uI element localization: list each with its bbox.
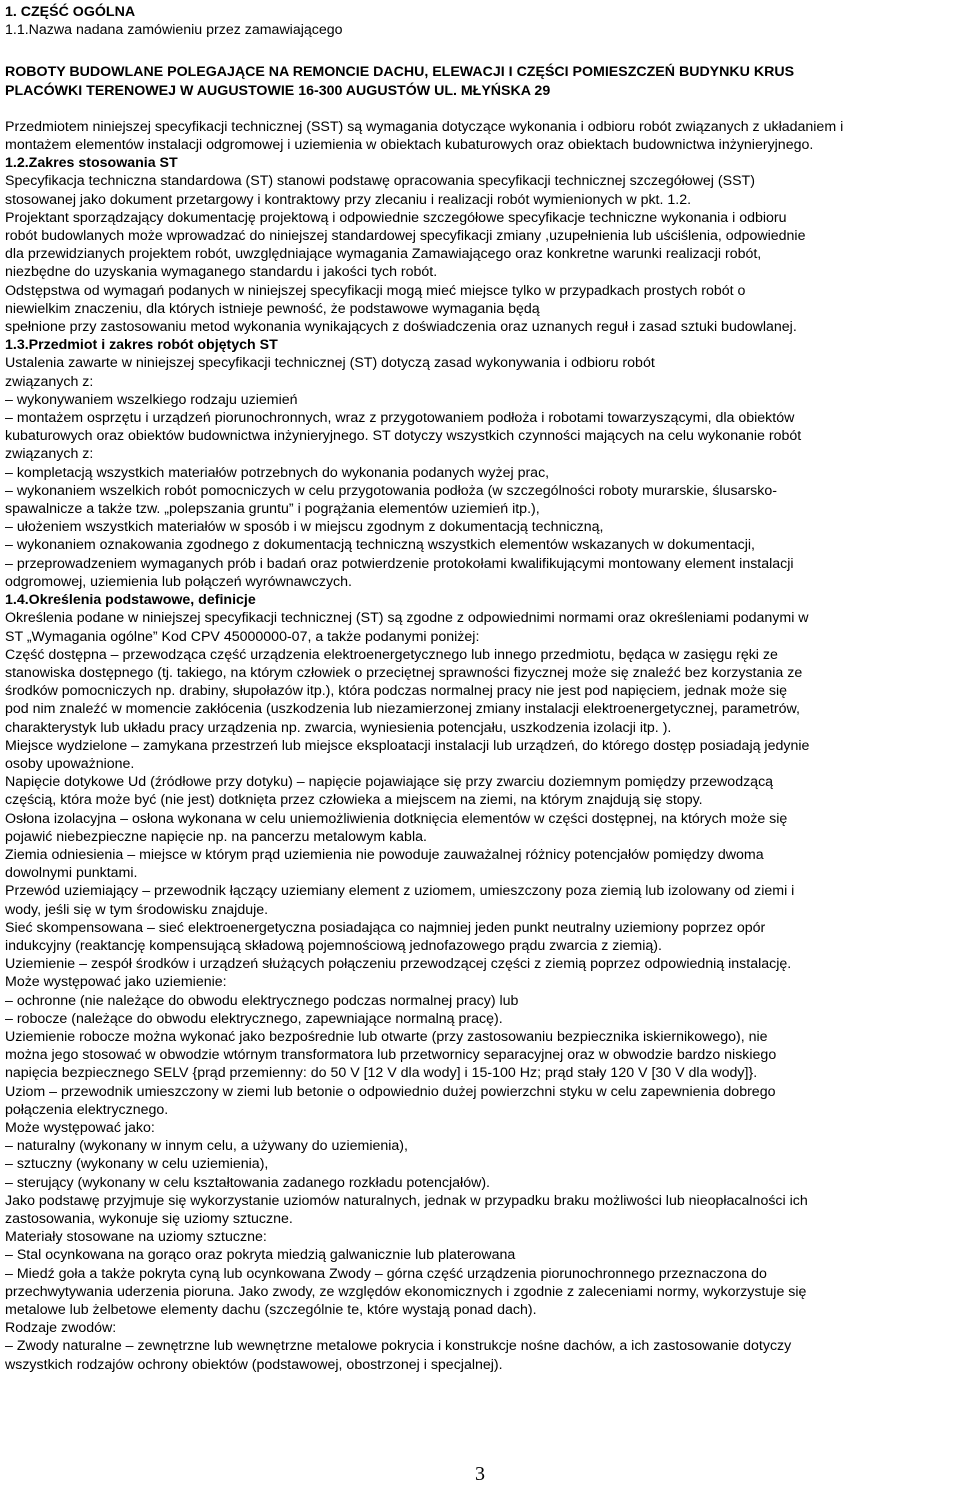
definition-line: zastosowania, wykonuje się uziomy sztuczne. bbox=[5, 1211, 293, 1227]
definition-line: można jego stosować w obwodzie wtórnym transformatora lub przetwornicy separacyjnej oraz w obwodzie bardzo niskiego bbox=[5, 1047, 777, 1064]
definition-line: indukcyjny (reaktancję kompensującą składową pojemnościową jednofazowego prądu zwarcia z ziemią). bbox=[5, 937, 662, 954]
contract-title-line-2: PLACÓWKI TERENOWEJ W AUGUSTOWIE 16-300 AUGUSTÓW UL. MŁYŃSKA 29 bbox=[5, 82, 551, 99]
list-item: – wykonywaniem wszelkiego rodzaju uziemień bbox=[5, 391, 298, 408]
list-item: – kompletacją wszystkich materiałów potrzebnych do wykonania podanych wyżej prac, bbox=[5, 464, 550, 481]
definition-line: wody, jeśli się w tym środowisku znajduje. bbox=[5, 901, 269, 918]
paragraph-line: montażem elementów instalacji odgromowej i uziemienia w obiektach kubaturowych oraz obiektach budownictwa inżynieryjnego. bbox=[5, 137, 814, 154]
paragraph-line: spełnione przy zastosowaniu metod wykonania wynikających z doświadczenia oraz uznanych reguł i zasad sztuki budowlanej. bbox=[5, 319, 797, 336]
list-item: – montażem osprzętu i urządzeń piorunochronnych, wraz z przygotowaniem podłoża i robotami towarzyszącymi, dla obiektów bbox=[5, 410, 795, 427]
section-heading-1-3: 1.3.Przedmiot i zakres robót objętych ST bbox=[5, 337, 278, 354]
list-item: – przeprowadzeniem wymaganych prób i badań oraz potwierdzenie protokołami kwalifikującymi montowany element instalacji bbox=[5, 555, 794, 572]
list-item: – naturalny (wykonany w innym celu, a używany do uziemienia), bbox=[5, 1138, 408, 1155]
definition-line: Rodzaje zwodów: bbox=[5, 1320, 117, 1337]
section-heading-1-1: 1.1.Nazwa nadana zamówieniu przez zamawiającego bbox=[5, 22, 343, 39]
definition-line: Ziemia odniesienia – miejsce w którym prąd uziemienia nie powoduje zauważalnej różnicy potencjałów pomiędzy dwoma bbox=[5, 846, 764, 863]
spacer bbox=[5, 39, 953, 63]
definition-line: Część dostępna – przewodząca część urządzenia elektroenergetycznego lub innego przedmiotu, będąca w zasięgu ręki ze bbox=[5, 646, 778, 663]
list-item: – Miedź goła a także pokryta cyną lub ocynkowana Zwody – górna część urządzenia piorunochronnego przeznaczona do bbox=[5, 1265, 767, 1282]
paragraph-line: Projektant sporządzający dokumentację projektową i odpowiednie szczegółowe specyfikacje techniczne wykonania i odbioru bbox=[5, 209, 787, 226]
list-item: – sztuczny (wykonany w celu uziemienia), bbox=[5, 1156, 269, 1173]
paragraph-line: stosowanej jako dokument przetargowy i kontraktowy przy zlecaniu i realizacji robót wymienionych w pkt. 1.2. bbox=[5, 191, 692, 208]
section-heading-1-2: 1.2.Zakres stosowania ST bbox=[5, 155, 178, 172]
definition-line: Napięcie dotykowe Ud (źródłowe przy dotyku) – napięcie pojawiające się przy zwarciu doziemnym pomiędzy przewodzącą bbox=[5, 774, 774, 791]
list-item: – ułożeniem wszystkich materiałów w sposób i w miejscu zgodnym z dokumentacją techniczną, bbox=[5, 519, 604, 536]
spacer bbox=[5, 100, 953, 118]
list-item: – wykonaniem oznakowania zgodnego z dokumentacją techniczną wszystkich elementów wskazanych w dokumentacji, bbox=[5, 537, 755, 554]
section-heading-1-4: 1.4.Określenia podstawowe, definicje bbox=[5, 592, 256, 609]
list-item: – robocze (należące do obwodu elektrycznego, zapewniające normalną pracę). bbox=[5, 1010, 503, 1027]
page-number: 3 bbox=[475, 1463, 485, 1485]
definition-line: Materiały stosowane na uziomy sztuczne: bbox=[5, 1229, 267, 1246]
paragraph-line: niewielkim znaczeniu, dla których istnieje pewność, że podstawowe wymagania będą bbox=[5, 300, 540, 317]
definition-line: pod nim znaleźć w momencie zakłócenia (uszkodzenia lub niezamierzonej zmiany instalacji elektroenergetycznej, parametrów, bbox=[5, 701, 800, 718]
list-item: – Zwody naturalne – zewnętrzne lub wewnętrzne metalowe pokrycia i konstrukcje nośne dachów, a ich zastosowanie dotyczy bbox=[5, 1338, 792, 1355]
definition-line: Przewód uziemiający – przewodnik łączący uziemiany element z uziomem, umieszczony poza ziemią lub izolowany od ziemi i bbox=[5, 883, 795, 900]
document-body bbox=[5, 3, 953, 1374]
definition-line: Jako podstawę przyjmuje się wykorzystanie uziomów naturalnych, jednak w przypadku braku możliwości lub nieopłacalności ich bbox=[5, 1192, 808, 1209]
paragraph-line: niezbędne do uzyskania wymaganego standardu i jakości tych robót. bbox=[5, 264, 438, 281]
definition-line: Uziemienie – zespół środków i urządzeń służących połączeniu przewodzącej części z ziemią poprzez odpowiednią instalację. bbox=[5, 956, 792, 973]
definition-line: charakterystyk lub układu pracy urządzenia np. zwarcia, wyniesienia potencjału, uszkodzenia izolacji itp. ). bbox=[5, 719, 672, 736]
paragraph-line: Odstępstwa od wymagań podanych w niniejszej specyfikacji mogą mieć miejsce tylko w przypadkach prostych robót o bbox=[5, 282, 746, 299]
definition-line: osoby upoważnione. bbox=[5, 755, 135, 772]
contract-title-line-1: ROBOTY BUDOWLANE POLEGAJĄCE NA REMONCIE DACHU, ELEWACJI I CZĘŚCI POMIESZCZEŃ BUDYNKU KRUS bbox=[5, 64, 795, 81]
paragraph-line: Specyfikacja techniczna standardowa (ST) stanowi podstawę opracowania specyfikacji technicznej szczegółowej (SST) bbox=[5, 173, 755, 190]
definition-line: Sieć skompensowana – sieć elektroenergetyczna posiadająca co najmniej jeden punkt neutralny uziemiony poprzez opór bbox=[5, 919, 766, 936]
paragraph-line: odgromowej, uziemienia lub połączeń wyrównawczych. bbox=[5, 573, 352, 590]
definition-line: połączenia elektrycznego. bbox=[5, 1101, 169, 1118]
definition-line: przechwytywania uderzenia pioruna. Jako zwody, ze względów ekonomicznych i zgodnie z zaleceniami normy, wykorzystuje się bbox=[5, 1283, 807, 1300]
definition-line: środków pomocniczych np. drabiny, słupołazów itp.), która podczas normalnej pracy nie jest pod napięciem, jednak może się bbox=[5, 683, 788, 700]
paragraph-line: związanych z: bbox=[5, 373, 94, 390]
definition-line: Osłona izolacyjna – osłona wykonana w celu uniemożliwienia dotknięcia elementów w części dostępnej, na których może się bbox=[5, 810, 788, 827]
paragraph-line: Przedmiotem niniejszej specyfikacji technicznej (SST) są wymagania dotyczące wykonania i odbioru robót związanych z układaniem i bbox=[5, 118, 844, 135]
definition-line: Może występować jako uziemienie: bbox=[5, 974, 227, 991]
definition-line: napięcia bezpiecznego SELV {prąd przemienny: do 50 V [12 V dla wody] i 15-100 Hz; prąd stały 120 V [30 V dla wody]}. bbox=[5, 1065, 758, 1082]
definition-line: dowolnymi punktami. bbox=[5, 865, 138, 882]
list-item: – ochronne (nie należące do obwodu elektrycznego podczas normalnej pracy) lub bbox=[5, 992, 519, 1009]
paragraph-line: związanych z: bbox=[5, 446, 94, 463]
definition-line: pojawić niebezpieczne napięcie np. na pancerzu metalowym kabla. bbox=[5, 828, 427, 845]
section-heading-1: 1. CZĘŚĆ OGÓLNA bbox=[5, 4, 136, 20]
paragraph-line: robót budowlanych może wprowadzać do niniejszej standardowej specyfikacji zmiany ,uzupełnienia lub uściślenia, odpowiednie bbox=[5, 228, 806, 245]
paragraph-line: Określenia podane w niniejszej specyfikacji technicznej (ST) są zgodne z odpowiednimi normami oraz określeniami podanymi w bbox=[5, 610, 809, 627]
definition-line: wszystkich rodzajów ochrony obiektów (podstawowej, obostrzonej i specjalnej). bbox=[5, 1356, 503, 1373]
paragraph-line: ST „Wymagania ogólne” Kod CPV 45000000-07, a także podanymi poniżej: bbox=[5, 628, 480, 645]
paragraph-line: spawalnicze a także tzw. „polepszania gruntu” i pogrążania elementów uziemień itp.), bbox=[5, 501, 540, 518]
definition-line: metalowe lub żelbetowe elementy dachu (szczególnie te, które wystają ponad dach). bbox=[5, 1302, 537, 1319]
definition-line: stanowiska dostępnego (tj. takiego, na którym człowiek o przeciętnej sprawności fizycznej może się znaleźć bez korzystania ze bbox=[5, 664, 803, 681]
list-item: – Stal ocynkowana na gorąco oraz pokryta miedzią galwanicznie lub platerowana bbox=[5, 1247, 516, 1264]
definition-line: Uziom – przewodnik umieszczony w ziemi lub betonie o odpowiednio dużej powierzchni styku w celu zapewnienia dobrego bbox=[5, 1083, 776, 1100]
paragraph-line: dla przewidzianych projektem robót, uwzględniające wymagania Zamawiającego oraz konkretne warunki realizacji robót, bbox=[5, 246, 762, 263]
paragraph-line: kubaturowych oraz obiektów budownictwa inżynieryjnego. ST dotyczy wszystkich czynności mających na celu wykonanie robót bbox=[5, 428, 802, 445]
list-item: – sterujący (wykonany w celu kształtowania zadanego rozkładu potencjałów). bbox=[5, 1174, 490, 1191]
definition-line: Może występować jako: bbox=[5, 1119, 155, 1136]
definition-line: Miejsce wydzielone – zamykana przestrzeń lub miejsce eksploatacji instalacji lub urządzeń, do którego dostęp posiadają jedynie bbox=[5, 737, 810, 754]
definition-line: Uziemienie robocze można wykonać jako bezpośrednie lub otwarte (przy zastosowaniu bezpiecznika iskiernikowego), nie bbox=[5, 1028, 768, 1045]
list-item: – wykonaniem wszelkich robót pomocniczych w celu przygotowania podłoża (w szczególności roboty murarskie, ślusarsko- bbox=[5, 482, 777, 499]
definition-line: częścią, która może być (nie jest) dotknięta przez człowieka a miejscem na ziemi, na którym znajdują się stopy. bbox=[5, 792, 703, 809]
paragraph-line: Ustalenia zawarte w niniejszej specyfikacji technicznej (ST) dotyczą zasad wykonywania i odbioru robót bbox=[5, 355, 655, 372]
